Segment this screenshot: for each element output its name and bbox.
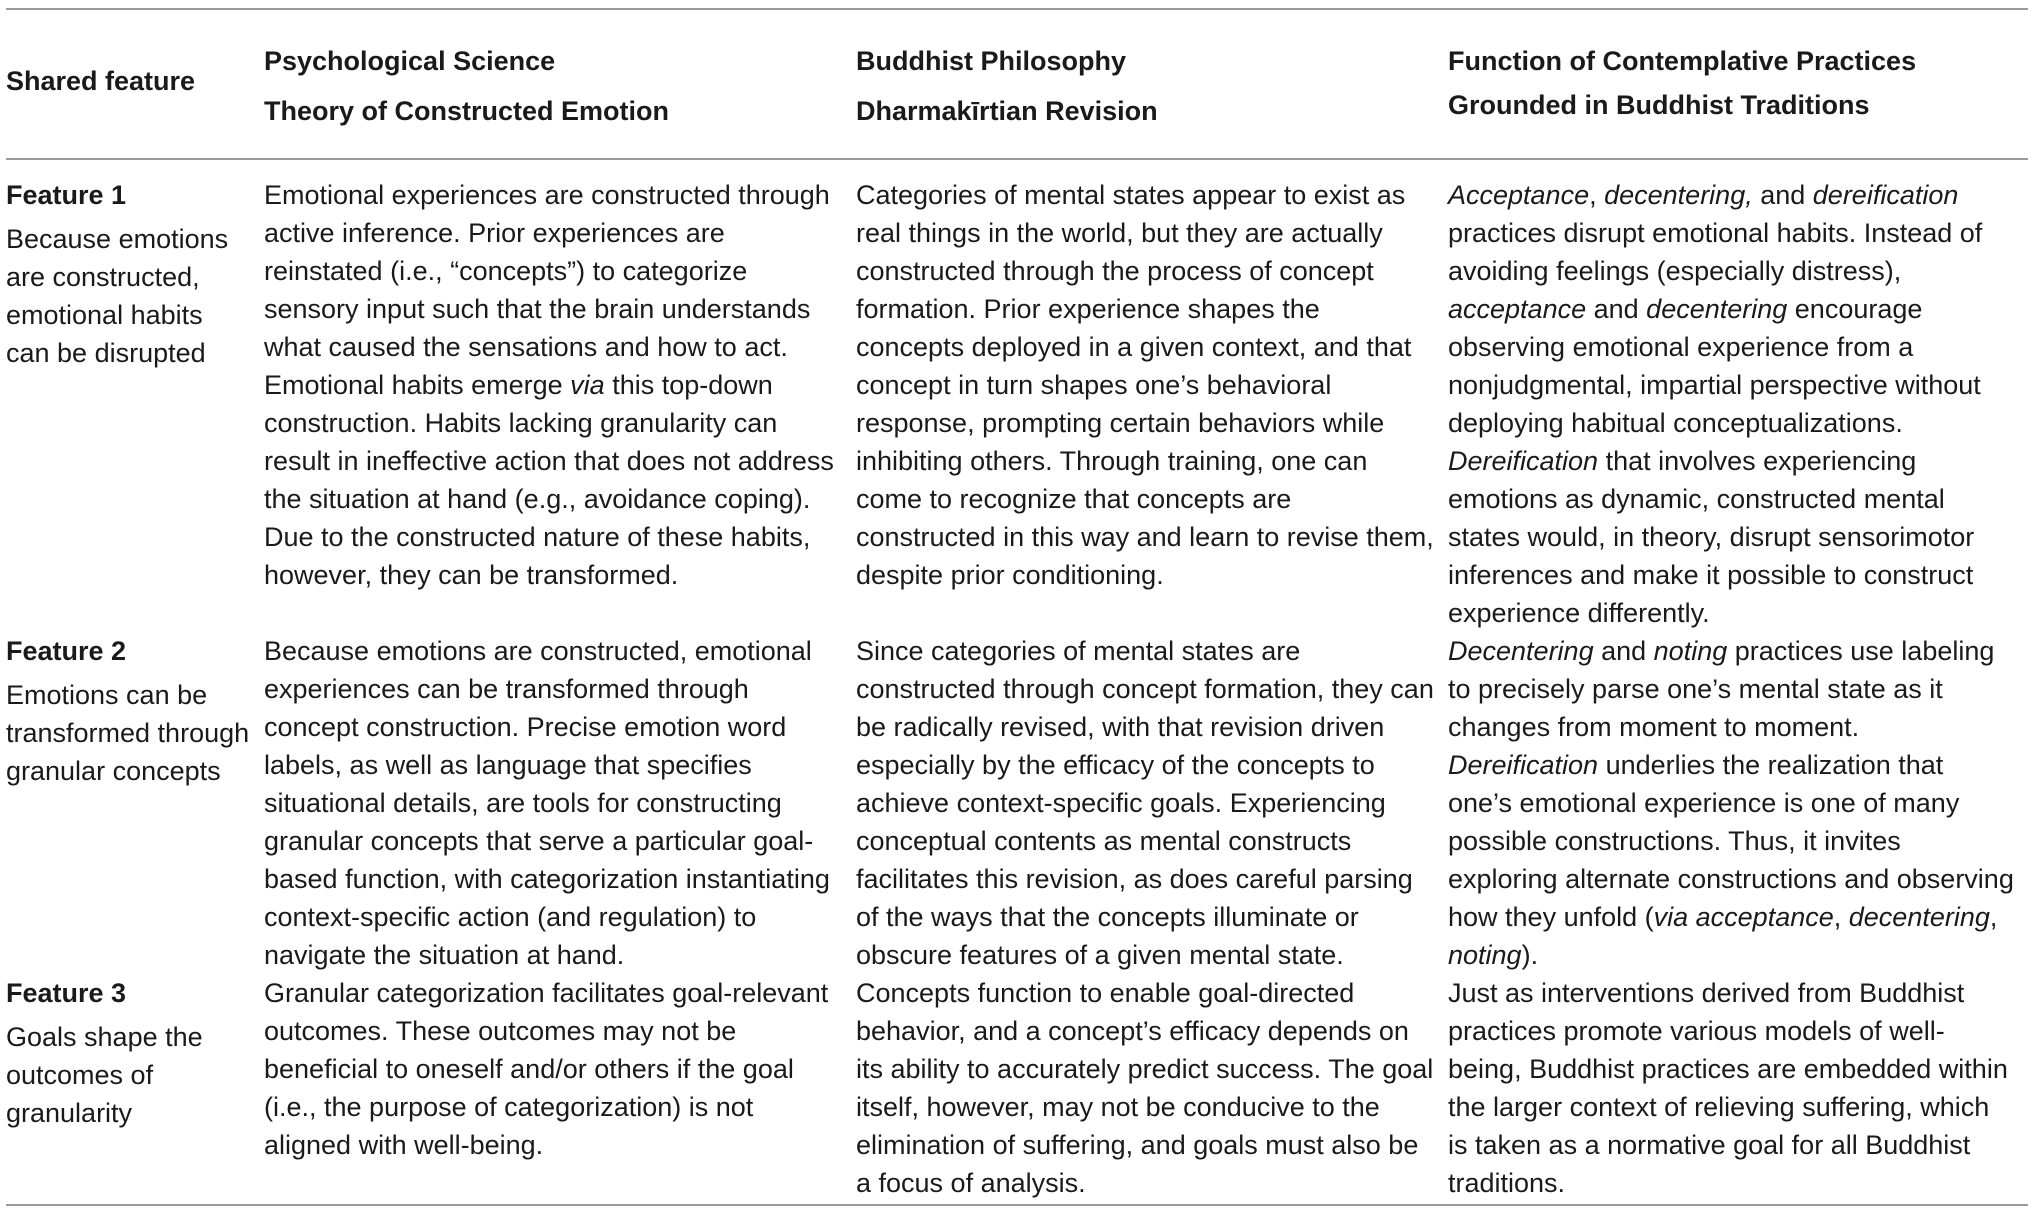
psych-text: Emotional experiences are constructed through active inference. Prior experiences are reinstated (i.e., “concepts”) to categorize sensory input such that the brain understands what caused the sensations and how to act. Emotional habits emerge bbox=[264, 180, 830, 400]
psych-cell bbox=[264, 974, 856, 1202]
function-text: ). bbox=[1521, 940, 1539, 970]
function-text-emph: noting bbox=[1653, 636, 1728, 666]
function-text-emph: decentering bbox=[1646, 294, 1788, 324]
buddhist-cell bbox=[856, 632, 1448, 974]
table-header-row bbox=[6, 10, 2028, 158]
function-text: Just as interventions derived from Buddhist practices promote various models of well-being, Buddhist practices are embedded within the larger context of relieving suffering, which is taken as a normative goal for all Buddhist traditions. bbox=[1448, 978, 2008, 1198]
function-text: , bbox=[1833, 902, 1849, 932]
buddhist-text: Categories of mental states appear to exist as real things in the world, but they are actually constructed through the process of concept formation. Prior experience shapes the concepts deployed in a given context, and that concept in turn shapes one’s behavioral response, prompting certain behaviors while inhibiting others. Through training, one can come to recognize that concepts are constructed in this way and learn to revise them, despite prior conditioning. bbox=[856, 180, 1434, 590]
comparison-table bbox=[6, 8, 2028, 1206]
bottom-rule bbox=[6, 1204, 2028, 1206]
function-text: practices use labeling to precisely parse one’s mental state as it changes from moment to moment. bbox=[1448, 636, 1995, 742]
header-psych-line1: Psychological Science bbox=[264, 46, 556, 76]
psych-cell bbox=[264, 176, 856, 632]
function-cell bbox=[1448, 176, 2028, 632]
psych-text: Because emotions are constructed, emotional experiences can be transformed through concept construction. Precise emotion word labels, as well as language that specifies situational details, are tools for constructing granular concepts that serve a particular goal-based function, with categorization instantiating context-specific action (and regulation) to navigate the situation at hand. bbox=[264, 636, 830, 970]
header-psych-line2: Theory of Constructed Emotion bbox=[264, 96, 669, 126]
header-contemplative-function bbox=[1448, 36, 2028, 136]
feature-title: Feature 1 bbox=[6, 180, 127, 210]
table-row bbox=[6, 160, 2028, 632]
function-text-emph: dereification bbox=[1812, 180, 1959, 210]
header-buddhist-philosophy bbox=[856, 36, 1448, 136]
function-text-emph: Dereification bbox=[1448, 750, 1599, 780]
feature-description: Goals shape the outcomes of granularity bbox=[6, 1022, 203, 1128]
table-row bbox=[6, 974, 2028, 1204]
header-psychological-science bbox=[264, 36, 856, 136]
function-text-emph: decentering bbox=[1848, 902, 1990, 932]
function-text: that involves experiencing emotions as dynamic, constructed mental states would, in theory, disrupt sensorimotor inferences and make it possible to construct experience differently. bbox=[1448, 446, 1975, 628]
feature-description: Because emotions are constructed, emotional habits can be disrupted bbox=[6, 224, 229, 368]
header-function-line2: Grounded in Buddhist Traditions bbox=[1448, 90, 1870, 120]
function-text: and bbox=[1593, 636, 1654, 666]
function-text-emph: Acceptance bbox=[1448, 180, 1590, 210]
header-shared-feature bbox=[6, 36, 264, 136]
function-text: practices disrupt emotional habits. Instead of avoiding feelings (especially distress), bbox=[1448, 218, 1983, 286]
buddhist-text: Since categories of mental states are constructed through concept formation, they can be radically revised, with that revision driven especially by the efficacy of the concepts to achieve context-specific goals. Experiencing conceptual contents as mental constructs facilitates this revision, as does careful parsing of the ways that the concepts illuminate or obscure features of a given mental state. bbox=[856, 636, 1434, 970]
feature-title: Feature 2 bbox=[6, 636, 127, 666]
header-buddhist-line2: Dharmakīrtian Revision bbox=[856, 96, 1158, 126]
function-cell bbox=[1448, 632, 2028, 974]
header-buddhist-line1: Buddhist Philosophy bbox=[856, 46, 1126, 76]
feature-cell bbox=[6, 632, 264, 974]
function-text-emph: decentering, bbox=[1604, 180, 1753, 210]
function-text: , bbox=[1989, 902, 1998, 932]
psych-cell bbox=[264, 632, 856, 974]
psych-text-emph: via bbox=[570, 370, 605, 400]
header-function-line1: Function of Contemplative Practices bbox=[1448, 46, 1917, 76]
feature-cell bbox=[6, 974, 264, 1202]
function-text-emph: Decentering bbox=[1448, 636, 1594, 666]
table-row bbox=[6, 632, 2028, 974]
function-text: encourage observing emotional experience from a nonjudgmental, impartial perspective without deploying habitual conceptualizations. bbox=[1448, 294, 1981, 438]
function-text-emph: Dereification bbox=[1448, 446, 1599, 476]
psych-text: Granular categorization facilitates goal-relevant outcomes. These outcomes may not be beneficial to oneself and/or others if the goal (i.e., the purpose of categorization) is not aligned with well-being. bbox=[264, 978, 829, 1160]
feature-title: Feature 3 bbox=[6, 978, 127, 1008]
function-text: and bbox=[1586, 294, 1647, 324]
header-shared-feature-label: Shared feature bbox=[6, 66, 196, 96]
buddhist-cell bbox=[856, 176, 1448, 632]
function-text-emph: via acceptance bbox=[1653, 902, 1834, 932]
buddhist-text: Concepts function to enable goal-directed behavior, and a concept’s efficacy depends on its ability to accurately predict success. The goal itself, however, may not be conducive to the elimination of suffering, and goals must also be a focus of analysis. bbox=[856, 978, 1434, 1198]
function-text: , bbox=[1589, 180, 1605, 210]
feature-cell bbox=[6, 176, 264, 632]
function-text: underlies the realization that one’s emotional experience is one of many possible constructions. Thus, it invites exploring alternate constructions and observing how they unfold ( bbox=[1448, 750, 2014, 932]
feature-description: Emotions can be transformed through granular concepts bbox=[6, 680, 250, 786]
function-text: and bbox=[1752, 180, 1813, 210]
buddhist-cell bbox=[856, 974, 1448, 1202]
function-text-emph: acceptance bbox=[1448, 294, 1587, 324]
psych-text: this top-down construction. Habits lacking granularity can result in ineffective action that does not address the situation at hand (e.g., avoidance coping). Due to the constructed nature of these habits, however, they can be transformed. bbox=[264, 370, 834, 590]
function-cell bbox=[1448, 974, 2028, 1202]
function-text-emph: noting bbox=[1448, 940, 1522, 970]
